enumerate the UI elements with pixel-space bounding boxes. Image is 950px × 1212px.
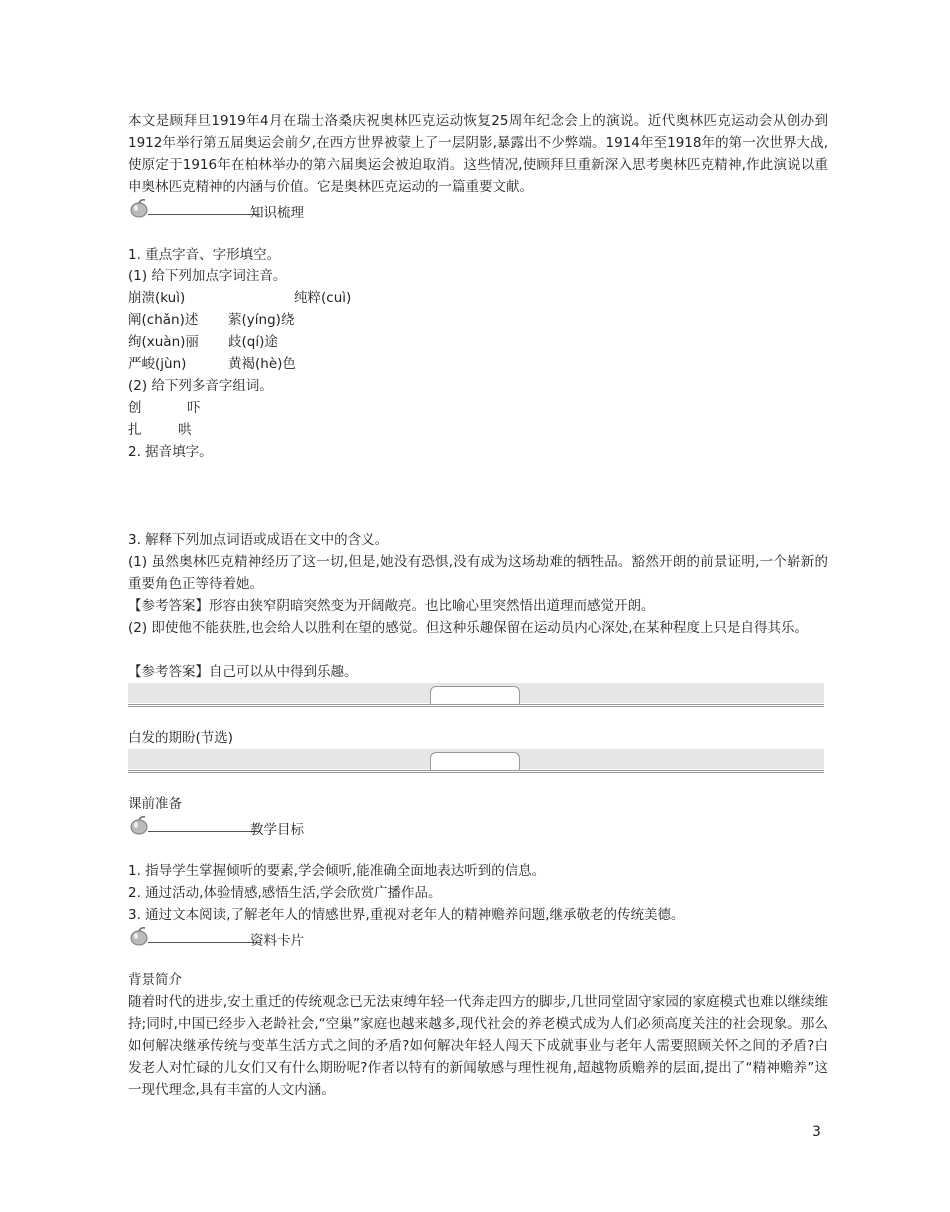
pinyin-item: 崩溃(kuì) [128,290,186,306]
goal-item: 3. 通过文本阅读,了解老年人的情感世界,重视对老年人的精神赡养问题,继承敬老的传统美德。 [128,907,685,923]
section-label: 知识梳理 [250,205,304,221]
polyphone-item: 扎 [128,422,142,438]
pinyin-item: 绚(xuàn)丽 [128,334,199,350]
pinyin-item: 纯粹(cuì) [294,290,352,306]
pinyin-item: 萦(yíng)绕 [228,312,295,328]
answer-3-2: 【参考答案】自己可以从中得到乐趣。 [128,664,358,680]
section-divider [128,749,824,769]
question-1-title: 1. 重点字音、字形填空。 [128,247,281,263]
polyphone-item: 吓 [187,400,201,416]
polyphone-item: 创 [128,400,142,416]
polyphone-item: 哄 [178,422,192,438]
question-1-2-title: (2) 给下列多音字组词。 [128,378,273,394]
background-title: 背景简介 [128,972,182,988]
section-label: 资料卡片 [250,933,304,949]
goal-item: 1. 指导学生掌握倾听的要素,学会倾听,能准确全面地表达听到的信息。 [128,863,546,879]
answer-3-1: 【参考答案】形容由狭窄阴暗突然变为开阔敞亮。也比喻心里突然悟出道理而感觉开朗。 [128,598,655,614]
intro-paragraph: 本文是顾拜旦1919年4月在瑞士洛桑庆祝奥林匹克运动恢复25周年纪念会上的演说。近代奥林匹克运动会从创办到1912年举行第五届奥运会前夕,在西方世界被蒙上了一层阴影,暴露出不少弊端。1914年至1918年的第一次世界大战,使原定于1916年在柏林举办的第六届奥运会被迫取消。这些情况,使顾拜旦重新深入思考奥林匹克精神,作此演说以重申奥林匹克精神的内涵与价值。它是奥林匹克运动的一篇重要文献。 [128,113,828,195]
pinyin-item: 歧(qí)途 [228,334,278,350]
pinyin-item: 黄褐(hè)色 [228,356,296,372]
question-3-1: (1) 虽然奥林匹克精神经历了这一切,但是,她没有恐惧,没有成为这场劫难的牺牲品。豁然开朗的前景证明,一个崭新的重要角色正等待着她。 [128,554,828,592]
lesson-title: 白发的期盼(节选) [128,730,234,746]
pinyin-item: 阐(chǎn)述 [128,312,199,328]
question-1-1-title: (1) 给下列加点字词注音。 [128,268,287,284]
question-2-title: 2. 据音填字。 [128,444,213,460]
apple-icon [128,198,150,218]
goal-item: 2. 通过活动,体验情感,感悟生活,学会欣赏广播作品。 [128,885,442,901]
section-divider [128,683,824,703]
question-3-2: (2) 即使他不能获胜,也会给人以胜利在望的感觉。但这种乐趣保留在运动员内心深处,在某种程度上只是自得其乐。 [128,620,808,636]
page-number: 3 [812,1124,821,1140]
question-3-title: 3. 解释下列加点词语或成语在文中的含义。 [128,532,389,548]
pinyin-item: 严峻(jùn) [128,356,187,372]
apple-icon [128,815,150,835]
section-label: 教学目标 [250,822,304,838]
prep-title: 课前准备 [128,796,182,812]
background-paragraph: 随着时代的进步,安土重迁的传统观念已无法束缚年轻一代奔走四方的脚步,几世同堂固守家园的家庭模式也难以继续维持;同时,中国已经步入老龄社会,“空巢”家庭也越来越多,现代社会的养老模式成为人们必须高度关注的社会现象。那么如何解决继承传统与变革生活方式之间的矛盾?如何解决年轻人闯天下成就事业与老年人需要照顾关怀之间的矛盾?白发老人对忙碌的儿女们又有什么期盼呢?作者以特有的新闻敏感与理性视角,超越物质赡养的层面,提出了“精神赡养”这一现代理念,具有丰富的人文内涵。 [128,994,828,1098]
apple-icon [128,926,150,946]
